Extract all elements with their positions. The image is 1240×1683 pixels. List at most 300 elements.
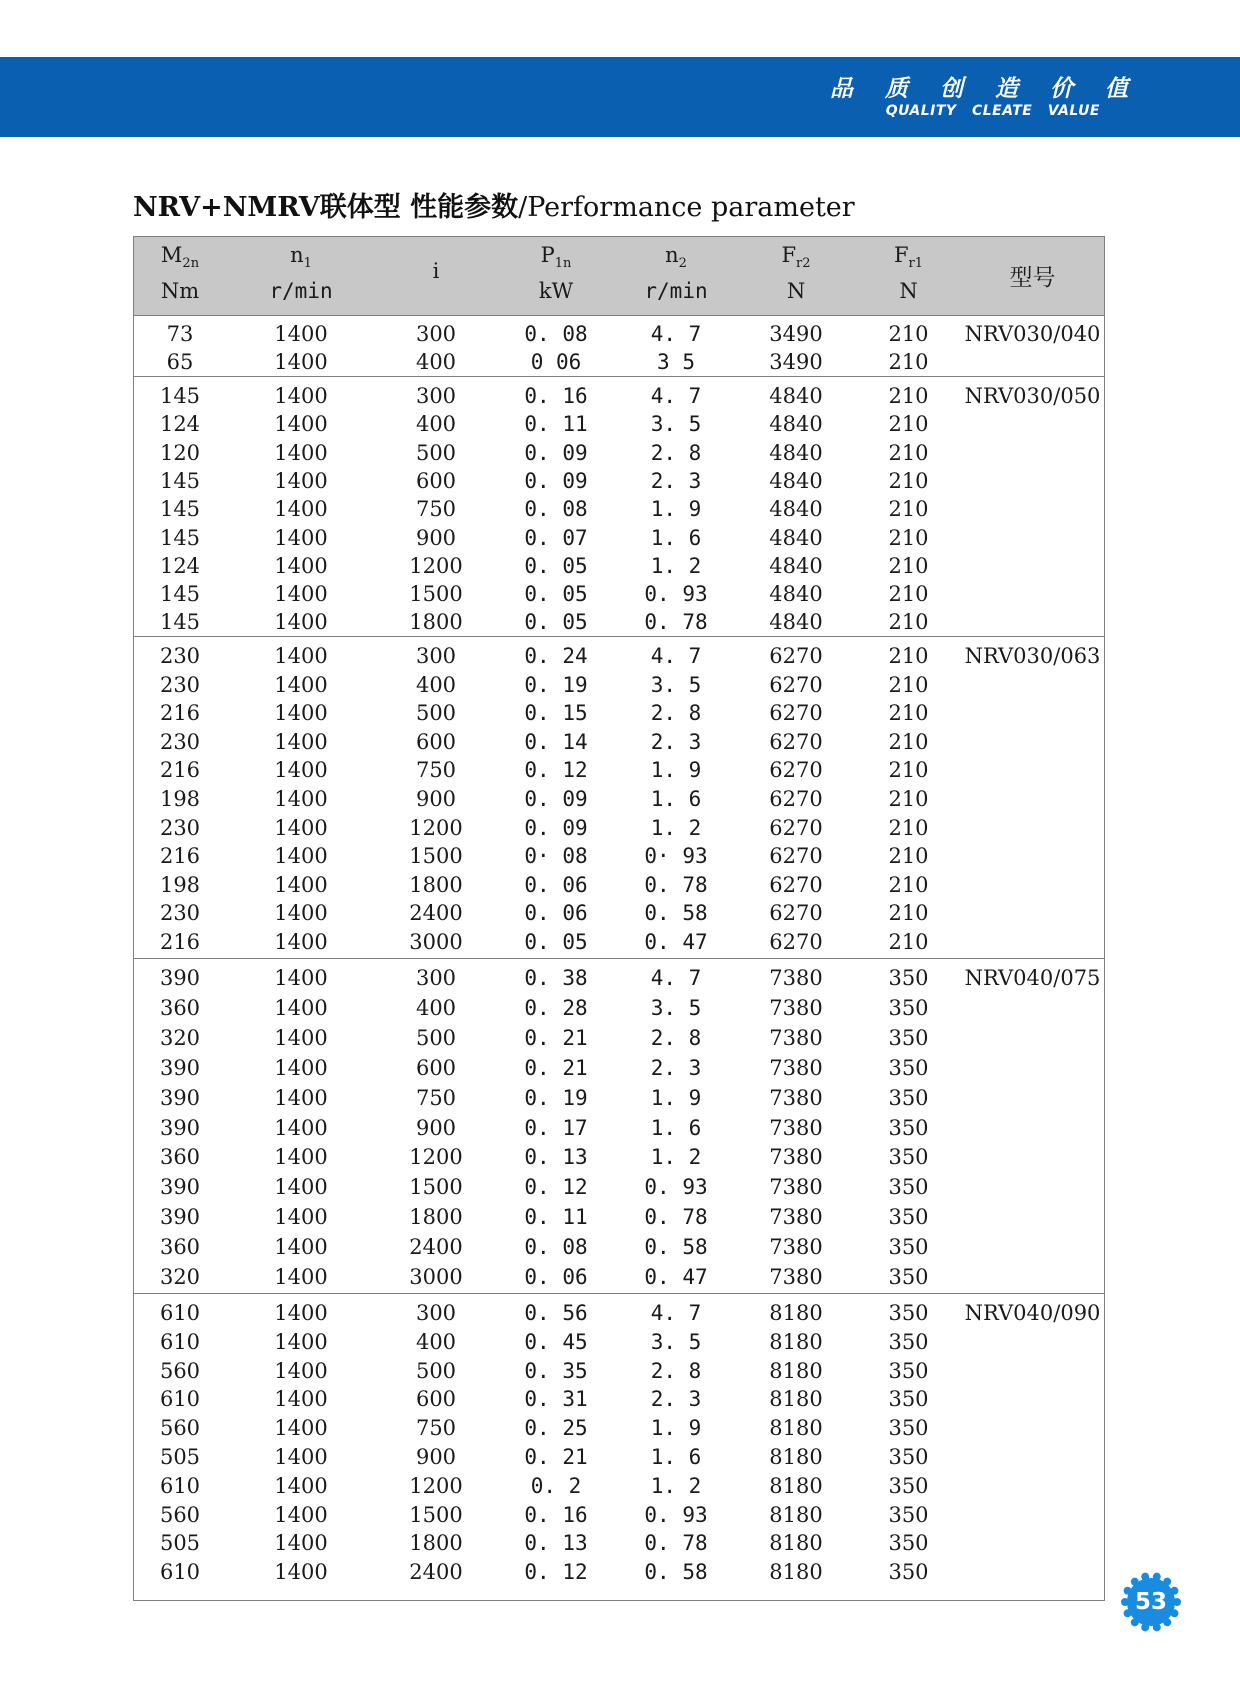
table-cell: 1400 <box>274 1175 328 1200</box>
table-cell: 0. 05 <box>524 610 588 635</box>
table-cell: 3000 <box>409 1265 463 1289</box>
table-cell: 500 <box>415 440 457 465</box>
table-cell: 610 <box>159 1387 201 1412</box>
table-cell: 0. 2 <box>530 1473 582 1498</box>
table-cell: 2. 3 <box>650 468 702 493</box>
table-row <box>134 1443 1104 1471</box>
table-cell: 350 <box>888 1115 929 1140</box>
performance-table <box>133 236 1105 1601</box>
table-row <box>134 608 1104 636</box>
table-cell: 500 <box>415 701 457 726</box>
group-separator <box>134 958 1104 959</box>
table-cell: 4840 <box>769 525 823 550</box>
table-cell: 0. 78 <box>644 1205 708 1230</box>
table-cell: 0. 06 <box>524 872 588 897</box>
table-cell: 505 <box>159 1445 201 1469</box>
table-cell: 0. 17 <box>524 1115 588 1140</box>
table-cell: 8180 <box>769 1502 823 1527</box>
table-cell: 0. 58 <box>644 1560 708 1585</box>
table-cell: 124 <box>159 412 201 437</box>
table-cell: 390 <box>159 1205 201 1230</box>
table-cell: 0. 56 <box>524 1301 588 1325</box>
table-cell: 390 <box>159 1055 201 1080</box>
table-cell: 210 <box>888 672 929 697</box>
table-row <box>134 439 1104 467</box>
table-cell: 610 <box>159 1560 201 1585</box>
table-cell: 610 <box>159 1473 201 1498</box>
table-row <box>134 642 1104 670</box>
table-cell: 390 <box>159 1115 201 1140</box>
table-cell: 3. 5 <box>650 672 702 697</box>
table-cell: 124 <box>159 553 201 578</box>
table-cell: 3. 5 <box>650 412 702 437</box>
table-cell: 210 <box>888 787 929 811</box>
table-cell: 1400 <box>274 1115 328 1140</box>
table-cell: 400 <box>415 350 457 375</box>
table-cell: 210 <box>888 440 929 465</box>
title-cn: NRV+NMRV联体型 性能参数 <box>133 192 519 223</box>
table-cell: 0. 05 <box>524 582 588 607</box>
table-cell: 1400 <box>274 1329 328 1354</box>
table-cell: 120 <box>159 440 201 465</box>
table-cell: 1400 <box>274 553 328 578</box>
table-cell: 0. 21 <box>524 1025 588 1050</box>
table-cell: 1400 <box>274 412 328 437</box>
table-cell: 1400 <box>274 1358 328 1383</box>
table-cell: 0. 14 <box>524 729 588 754</box>
table-cell: 560 <box>159 1416 201 1441</box>
table-row <box>134 1263 1104 1291</box>
table-cell: 230 <box>159 672 201 697</box>
table-row <box>134 1233 1104 1261</box>
table-row <box>134 1357 1104 1385</box>
table-cell: 0. 78 <box>644 872 708 897</box>
table-cell: 1400 <box>274 1205 328 1230</box>
table-cell: 350 <box>888 1265 929 1289</box>
table-cell: 1400 <box>274 1473 328 1498</box>
table-cell: 1. 6 <box>650 1115 702 1140</box>
table-cell: 7380 <box>769 1025 823 1050</box>
header-p1n-unit: kW <box>538 279 574 303</box>
table-cell: 1400 <box>274 758 328 783</box>
table-row <box>134 1529 1104 1557</box>
table-cell: 2. 3 <box>650 729 702 754</box>
table-cell: 400 <box>415 672 457 697</box>
table-cell: 320 <box>159 1025 201 1050</box>
table-cell: 1400 <box>274 440 328 465</box>
table-row <box>134 1414 1104 1442</box>
table-cell: 8180 <box>769 1329 823 1354</box>
model-label: NRV030/050 <box>964 384 1101 408</box>
table-row <box>134 410 1104 438</box>
table-cell: 350 <box>888 1387 929 1412</box>
table-row <box>134 1114 1104 1142</box>
table-cell: 216 <box>159 701 201 726</box>
table-cell: 2. 8 <box>650 1025 702 1050</box>
table-cell: 350 <box>888 966 929 990</box>
table-cell: 1400 <box>274 497 328 522</box>
table-cell: 610 <box>159 1329 201 1354</box>
table-cell: 1400 <box>274 672 328 697</box>
table-cell: 1400 <box>274 582 328 607</box>
table-cell: 1400 <box>274 1560 328 1585</box>
table-cell: 1400 <box>274 525 328 550</box>
table-cell: 0. 21 <box>524 1055 588 1080</box>
table-cell: 3000 <box>409 930 463 954</box>
table-cell: 0. 78 <box>644 1531 708 1556</box>
table-cell: 1. 6 <box>650 787 702 811</box>
model-label: NRV040/090 <box>964 1301 1101 1325</box>
slogan-english: QUALITY CLEATE VALUE <box>885 103 1100 119</box>
table-cell: 0. 05 <box>524 553 588 578</box>
table-cell: 210 <box>888 815 929 840</box>
table-cell: 350 <box>888 1085 929 1110</box>
table-cell: 0 06 <box>530 350 582 375</box>
table-cell: 210 <box>888 553 929 578</box>
header-m2n: $M_{2n}$ <box>160 243 200 272</box>
table-cell: 210 <box>888 901 929 926</box>
header-model: 型号 <box>1009 265 1056 291</box>
table-cell: 900 <box>415 525 457 550</box>
table-cell: 6270 <box>769 844 823 869</box>
table-cell: 0. 47 <box>644 1265 708 1289</box>
table-row <box>134 1299 1104 1327</box>
table-cell: 350 <box>888 1329 929 1354</box>
table-cell: 350 <box>888 1145 929 1170</box>
table-cell: 1500 <box>409 1175 463 1200</box>
table-cell: 4840 <box>769 412 823 437</box>
table-cell: 0. 12 <box>524 1175 588 1200</box>
table-cell: 0. 21 <box>524 1445 588 1469</box>
table-cell: 750 <box>415 497 457 522</box>
table-cell: 8180 <box>769 1387 823 1412</box>
table-cell: 0. 11 <box>524 412 588 437</box>
table-cell: 1. 2 <box>650 553 702 578</box>
table-cell: 1800 <box>409 610 463 635</box>
table-cell: 7380 <box>769 1205 823 1230</box>
table-cell: 6270 <box>769 701 823 726</box>
table-cell: 0. 12 <box>524 758 588 783</box>
table-row <box>134 814 1104 842</box>
table-cell: 350 <box>888 1175 929 1200</box>
table-cell: 0. 09 <box>524 787 588 811</box>
table-cell: 1. 9 <box>650 1416 702 1441</box>
table-cell: 300 <box>415 322 457 346</box>
table-cell: 8180 <box>769 1560 823 1585</box>
table-cell: 350 <box>888 1301 929 1325</box>
table-cell: 1. 2 <box>650 1145 702 1170</box>
table-cell: 600 <box>415 729 457 754</box>
table-row <box>134 320 1104 348</box>
table-cell: 3490 <box>769 350 823 375</box>
table-cell: 210 <box>888 412 929 437</box>
table-cell: 350 <box>888 1531 929 1556</box>
table-row <box>134 785 1104 813</box>
header-fr2-unit: N <box>786 279 806 303</box>
table-cell: 4840 <box>769 553 823 578</box>
table-cell: 230 <box>159 644 201 668</box>
table-cell: 7380 <box>769 1085 823 1110</box>
header-n1: $n_1$ <box>290 243 312 272</box>
table-row <box>134 1143 1104 1171</box>
table-cell: 1400 <box>274 701 328 726</box>
table-cell: 145 <box>159 582 201 607</box>
table-cell: 230 <box>159 729 201 754</box>
table-row <box>134 1054 1104 1082</box>
table-cell: 360 <box>159 1145 201 1170</box>
table-cell: 0. 16 <box>524 384 588 408</box>
table-cell: 400 <box>415 995 457 1020</box>
table-cell: 8180 <box>769 1445 823 1469</box>
table-cell: 1500 <box>409 582 463 607</box>
table-cell: 210 <box>888 582 929 607</box>
table-cell: 216 <box>159 758 201 783</box>
table-cell: 210 <box>888 729 929 754</box>
table-cell: 0. 58 <box>644 1235 708 1260</box>
table-cell: 1. 6 <box>650 1445 702 1469</box>
table-cell: 230 <box>159 901 201 926</box>
table-cell: 210 <box>888 758 929 783</box>
table-row <box>134 699 1104 727</box>
table-cell: 0· 08 <box>524 844 588 869</box>
table-cell: 6270 <box>769 930 823 954</box>
table-cell: 2. 3 <box>650 1387 702 1412</box>
table-row <box>134 382 1104 410</box>
table-cell: 560 <box>159 1358 201 1383</box>
table-cell: 210 <box>888 701 929 726</box>
table-cell: 8180 <box>769 1416 823 1441</box>
header-fr1: $F_{r1}$ <box>893 243 924 272</box>
table-cell: 1400 <box>274 1055 328 1080</box>
table-cell: 4840 <box>769 440 823 465</box>
table-cell: 6270 <box>769 672 823 697</box>
table-cell: 0. 78 <box>644 610 708 635</box>
table-cell: 1400 <box>274 1235 328 1260</box>
table-cell: 6270 <box>769 815 823 840</box>
table-cell: 500 <box>415 1025 457 1050</box>
group-separator <box>134 1293 1104 1294</box>
table-cell: 6270 <box>769 787 823 811</box>
table-cell: 3. 5 <box>650 995 702 1020</box>
table-cell: 0. 06 <box>524 1265 588 1289</box>
table-row <box>134 524 1104 552</box>
table-cell: 0. 58 <box>644 901 708 926</box>
table-cell: 1400 <box>274 468 328 493</box>
table-cell: 1400 <box>274 1531 328 1556</box>
table-cell: 0. 15 <box>524 701 588 726</box>
header-i: i <box>432 259 440 283</box>
table-cell: 8180 <box>769 1531 823 1556</box>
table-row <box>134 580 1104 608</box>
header-n2: $n_2$ <box>665 243 687 272</box>
table-cell: 610 <box>159 1301 201 1325</box>
table-cell: 350 <box>888 1445 929 1469</box>
table-cell: 750 <box>415 1416 457 1441</box>
table-cell: 360 <box>159 995 201 1020</box>
table-cell: 400 <box>415 1329 457 1354</box>
table-cell: 1400 <box>274 1445 328 1469</box>
table-cell: 4840 <box>769 582 823 607</box>
table-cell: 1400 <box>274 1085 328 1110</box>
table-cell: 1. 9 <box>650 758 702 783</box>
table-cell: 500 <box>415 1358 457 1383</box>
table-cell: 6270 <box>769 872 823 897</box>
table-cell: 505 <box>159 1531 201 1556</box>
table-cell: 320 <box>159 1265 201 1289</box>
table-row <box>134 994 1104 1022</box>
table-cell: 2. 8 <box>650 440 702 465</box>
header-n1-unit: r/min <box>269 279 333 303</box>
table-cell: 1500 <box>409 844 463 869</box>
table-cell: 1200 <box>409 815 463 840</box>
table-cell: 0. 08 <box>524 497 588 522</box>
table-cell: 0. 13 <box>524 1145 588 1170</box>
table-cell: 350 <box>888 1055 929 1080</box>
table-row <box>134 1084 1104 1112</box>
table-cell: 210 <box>888 322 929 346</box>
header-fr1-unit: N <box>899 279 918 303</box>
table-cell: 210 <box>888 384 929 408</box>
table-cell: 210 <box>888 468 929 493</box>
table-cell: 7380 <box>769 1235 823 1260</box>
table-cell: 1400 <box>274 1502 328 1527</box>
slogan-chinese: 品 质 创 造 价 值 <box>829 76 1140 102</box>
table-cell: 210 <box>888 525 929 550</box>
table-row <box>134 1385 1104 1413</box>
table-cell: 1400 <box>274 350 328 375</box>
table-cell: 0. 12 <box>524 1560 588 1585</box>
table-cell: 1400 <box>274 995 328 1020</box>
table-cell: 0. 07 <box>524 525 588 550</box>
table-cell: 6270 <box>769 644 823 668</box>
table-cell: 198 <box>159 787 201 811</box>
table-cell: 350 <box>888 995 929 1020</box>
table-cell: 0. 93 <box>644 1175 708 1200</box>
table-cell: 2. 3 <box>650 1055 702 1080</box>
table-cell: 0. 11 <box>524 1205 588 1230</box>
table-cell: 1. 6 <box>650 525 702 550</box>
table-row <box>134 928 1104 956</box>
table-cell: 0. 45 <box>524 1329 588 1354</box>
table-cell: 0. 13 <box>524 1531 588 1556</box>
table-cell: 600 <box>415 1387 457 1412</box>
table-cell: 0. 24 <box>524 644 588 668</box>
table-cell: 210 <box>888 930 929 954</box>
page-title <box>133 185 855 224</box>
table-cell: 350 <box>888 1560 929 1585</box>
table-cell: 1800 <box>409 872 463 897</box>
table-cell: 0. 47 <box>644 930 708 954</box>
table-cell: 73 <box>166 322 194 346</box>
table-cell: 8180 <box>769 1473 823 1498</box>
table-cell: 1400 <box>274 1025 328 1050</box>
table-cell: 0. 93 <box>644 582 708 607</box>
table-cell: 750 <box>415 758 457 783</box>
table-cell: 2400 <box>409 901 463 926</box>
table-row <box>134 1173 1104 1201</box>
table-cell: 0. 05 <box>524 930 588 954</box>
table-cell: 6270 <box>769 758 823 783</box>
table-cell: 4840 <box>769 610 823 635</box>
table-cell: 3 5 <box>657 350 695 375</box>
table-cell: 216 <box>159 930 201 954</box>
table-cell: 0. 16 <box>524 1502 588 1527</box>
table-row <box>134 842 1104 870</box>
table-cell: 2400 <box>409 1235 463 1260</box>
table-row <box>134 1203 1104 1231</box>
table-cell: 145 <box>159 610 201 635</box>
table-cell: 7380 <box>769 966 823 990</box>
header-n2-unit: r/min <box>644 279 708 303</box>
table-cell: 7380 <box>769 1265 823 1289</box>
table-cell: 0. 08 <box>524 322 588 346</box>
table-cell: 350 <box>888 1416 929 1441</box>
table-cell: 8180 <box>769 1301 823 1325</box>
table-cell: 2. 8 <box>650 701 702 726</box>
table-cell: 7380 <box>769 1175 823 1200</box>
table-cell: 1400 <box>274 1301 328 1325</box>
table-row <box>134 1558 1104 1586</box>
table-cell: 0. 19 <box>524 1085 588 1110</box>
header-fr2: $F_{r2}$ <box>781 243 811 272</box>
table-cell: 560 <box>159 1502 201 1527</box>
table-cell: 145 <box>159 525 201 550</box>
table-cell: 0. 93 <box>644 1502 708 1527</box>
table-row <box>134 1501 1104 1529</box>
table-cell: 0. 25 <box>524 1416 588 1441</box>
table-cell: 1. 9 <box>650 497 702 522</box>
table-cell: 300 <box>415 384 457 408</box>
table-row <box>134 899 1104 927</box>
table-row <box>134 1328 1104 1356</box>
table-cell: 350 <box>888 1358 929 1383</box>
table-cell: 0. 09 <box>524 815 588 840</box>
table-cell: 1400 <box>274 610 328 635</box>
table-cell: 350 <box>888 1025 929 1050</box>
table-cell: 1400 <box>274 1265 328 1289</box>
table-row <box>134 495 1104 523</box>
table-cell: 390 <box>159 1085 201 1110</box>
table-cell: 300 <box>415 966 457 990</box>
table-cell: 210 <box>888 350 929 375</box>
table-cell: 65 <box>166 350 194 375</box>
table-cell: 8180 <box>769 1358 823 1383</box>
table-cell: 300 <box>415 644 457 668</box>
table-cell: 1400 <box>274 930 328 954</box>
table-cell: 0· 93 <box>644 844 708 869</box>
table-cell: 2. 8 <box>650 1358 702 1383</box>
table-cell: 4840 <box>769 384 823 408</box>
table-cell: 1400 <box>274 384 328 408</box>
table-cell: 4. 7 <box>650 384 702 408</box>
table-row <box>134 467 1104 495</box>
model-label: NRV030/040 <box>964 322 1101 346</box>
table-cell: 1800 <box>409 1531 463 1556</box>
table-row <box>134 1472 1104 1500</box>
table-cell: 210 <box>888 872 929 897</box>
table-cell: 1200 <box>409 1145 463 1170</box>
table-cell: 1400 <box>274 787 328 811</box>
page-number: 53 <box>1134 1589 1167 1615</box>
table-cell: 4. 7 <box>650 644 702 668</box>
header-m2n-unit: Nm <box>160 279 200 303</box>
table-cell: 1400 <box>274 966 328 990</box>
table-cell: 300 <box>415 1301 457 1325</box>
table-row <box>134 728 1104 756</box>
table-cell: 7380 <box>769 1145 823 1170</box>
model-label: NRV040/075 <box>964 966 1101 990</box>
table-cell: 0. 19 <box>524 672 588 697</box>
